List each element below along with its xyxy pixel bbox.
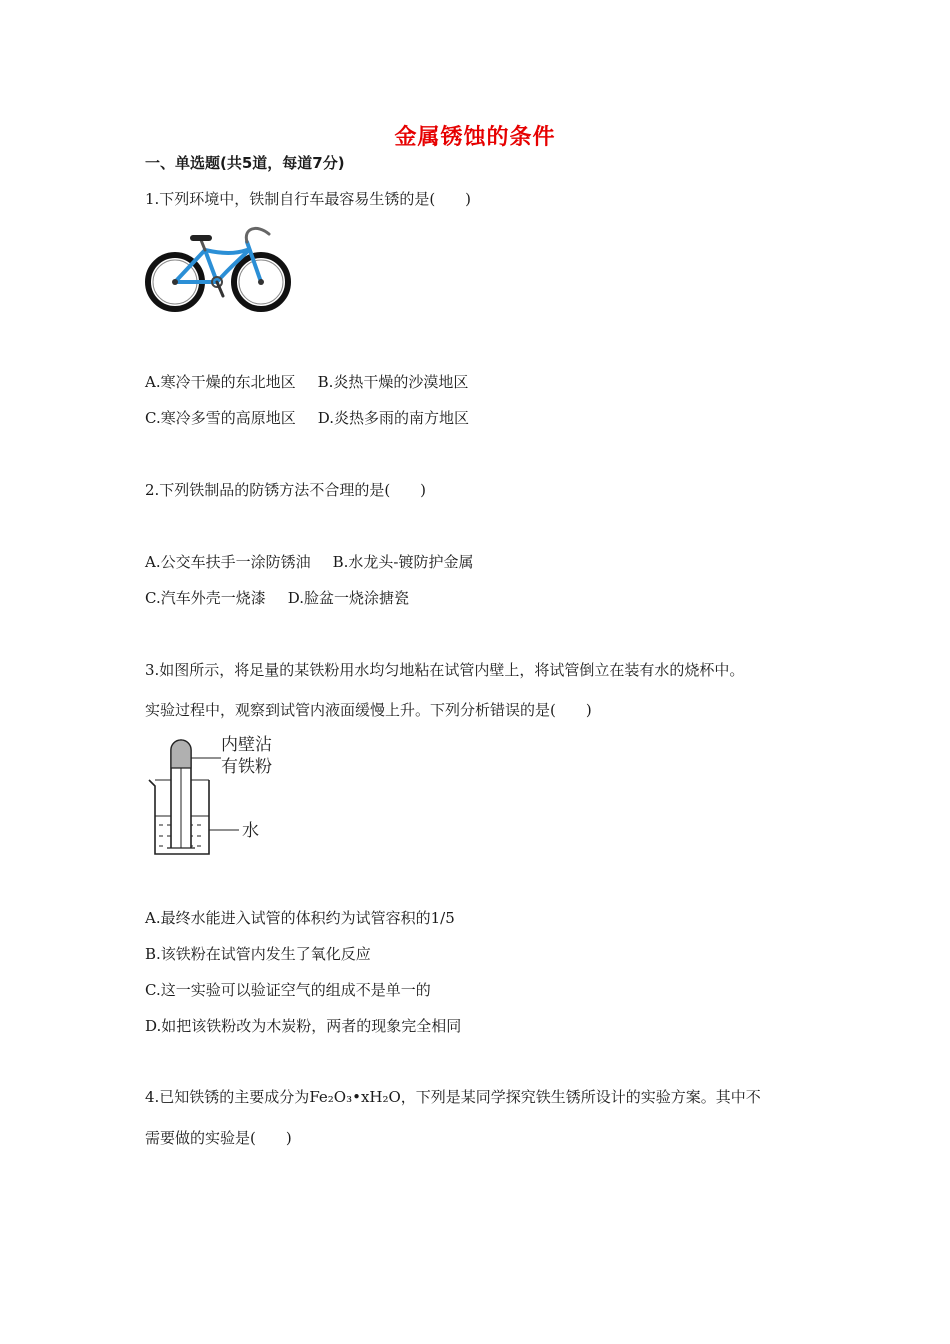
question-3-option-b[interactable]: B.该铁粉在试管内发生了氧化反应 (145, 945, 371, 963)
page-title: 金属锈蚀的条件 (394, 125, 556, 150)
option-b[interactable]: B.炎热干燥的沙漠地区 (317, 373, 469, 391)
question-3-stem-line-2: 实验过程中，观察到试管内液面缓慢上升。下列分析错误的是( ) (145, 701, 592, 719)
question-2-options-row-1 (145, 551, 473, 572)
option-d[interactable]: D.炎热多雨的南方地区 (317, 409, 469, 427)
question-3-option-c[interactable]: C.这一实验可以验证空气的组成不是单一的 (145, 981, 431, 999)
question-1-stem: 1.下列环境中，铁制自行车最容易生锈的是( ) (145, 190, 472, 208)
option-a[interactable]: A.寒冷干燥的东北地区 (145, 373, 296, 391)
question-3-stem-line-1: 3.如图所示，将足量的某铁粉用水均匀地粘在试管内壁上，将试管倒立在装有水的烧杯中。 (145, 661, 745, 679)
question-4-stem-line-1: 4.已知铁锈的主要成分为Fe₂O₃•xH₂O，下列是某同学探究铁生锈所设计的实验方案。其中不 (145, 1088, 761, 1106)
option-c[interactable]: C.汽车外壳一烧漆 (145, 589, 266, 607)
question-1-options-row-2 (145, 407, 469, 428)
question-2-stem: 2.下列铁制品的防锈方法不合理的是( ) (145, 481, 427, 499)
option-a[interactable]: A.公交车扶手一涂防锈油 (145, 553, 311, 571)
question-1-options-row-1 (145, 371, 468, 392)
question-3-option-a[interactable]: A.最终水能进入试管的体积约为试管容积的1/5 (145, 909, 455, 927)
figure-label-water: 水 (242, 821, 259, 841)
bicycle-image (143, 220, 293, 315)
question-4-stem-line-2: 需要做的实验是( ) (145, 1129, 292, 1147)
option-d[interactable]: D.脸盆一烧涂搪瓷 (287, 589, 409, 607)
section-heading: 一、单选题(共5道，每道7分) (145, 154, 345, 172)
test-tube-beaker-figure (145, 732, 285, 860)
question-2-options-row-2 (145, 587, 409, 608)
figure-label-inner-wall: 内壁沾 (221, 735, 272, 755)
figure-label-iron-powder: 有铁粉 (221, 757, 272, 777)
option-b[interactable]: B.水龙头-镀防护金属 (332, 553, 474, 571)
question-3-option-d[interactable]: D.如把该铁粉改为木炭粉，两者的现象完全相同 (145, 1017, 462, 1035)
option-c[interactable]: C.寒冷多雪的高原地区 (145, 409, 296, 427)
